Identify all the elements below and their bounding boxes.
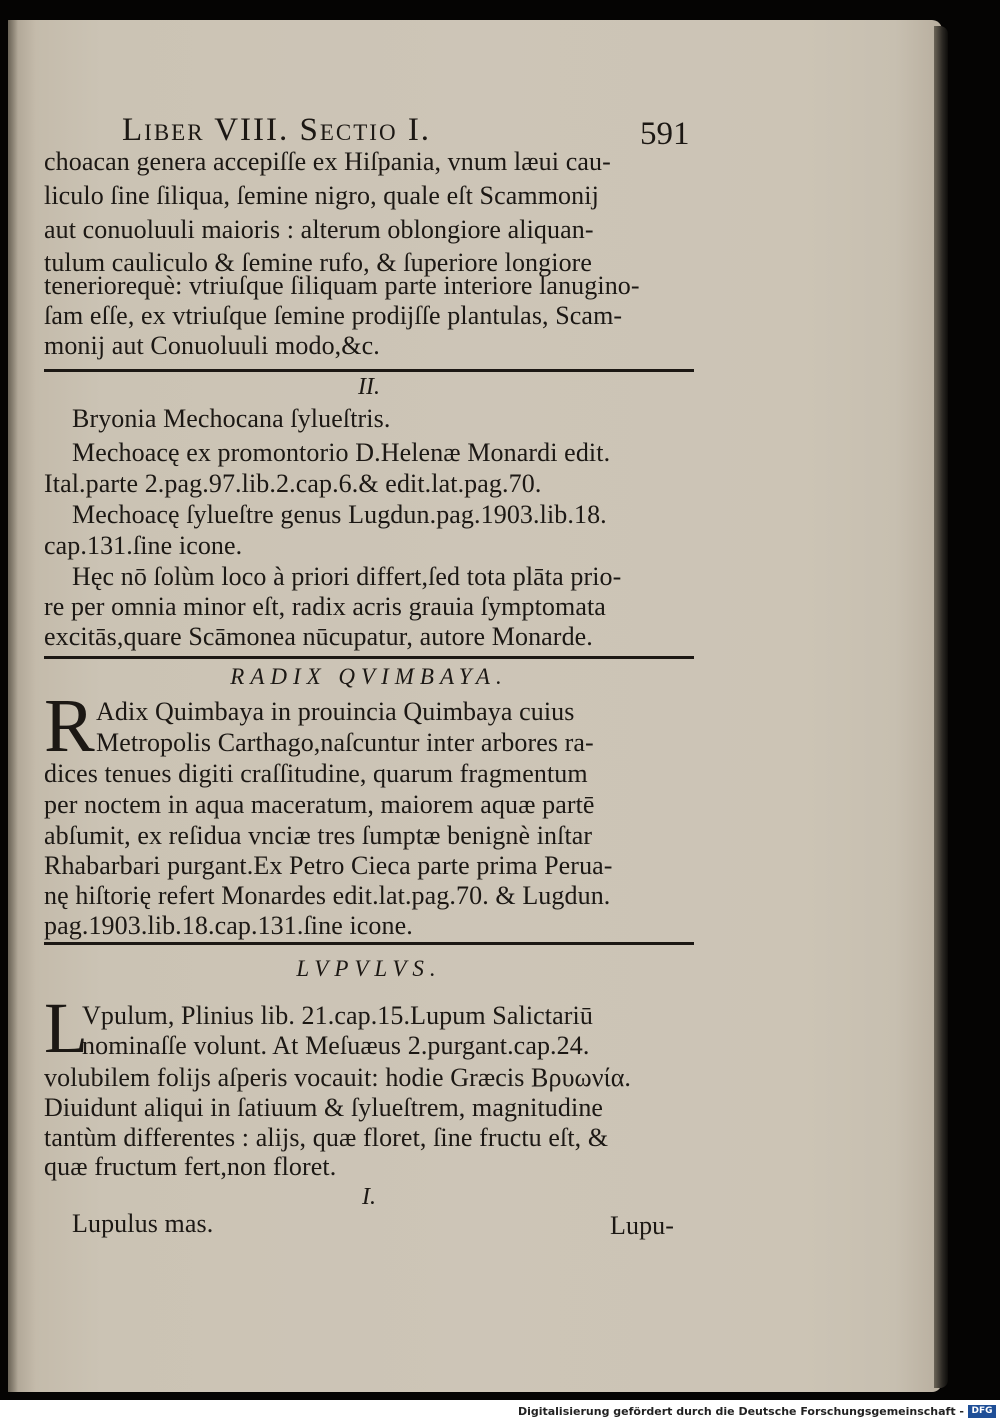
page-number: 591 [640, 116, 690, 152]
text-line: Lupulus mas. [72, 1209, 214, 1238]
text-line: Bryonia Mechocana ſylueſtris. [72, 404, 391, 433]
section-number: I. [362, 1184, 376, 1210]
spine-shadow [8, 20, 18, 1392]
text-line: Ital.parte 2.pag.97.lib.2.cap.6.& edit.lat.pag.70. [44, 469, 542, 498]
text-line: aut conuoluuli maioris : alterum oblongiore aliquan- [44, 215, 594, 244]
drop-cap: L [44, 988, 88, 1068]
text-line: Rhabarbari purgant.Ex Petro Cieca parte prima Perua- [44, 851, 613, 880]
text-line: tulum cauliculo & ſemine rufo, & ſuperiore longiore [44, 248, 593, 277]
text-line: per noctem in aqua maceratum, maiorem aquæ partē [44, 790, 595, 819]
text-line: pag.1903.lib.18.cap.131.ſine icone. [44, 911, 413, 940]
text-line: cap.131.ſine icone. [44, 531, 243, 560]
catchword: Lupu- [610, 1211, 675, 1240]
text-line: nominaſſe volunt. At Meſuæus 2.purgant.cap.24. [82, 1031, 590, 1060]
text-line: Mechoacę ſylueſtre genus Lugdun.pag.1903.lib.18. [72, 500, 607, 529]
text-line: Adix Quimbaya in prouincia Quimbaya cuius [96, 697, 575, 726]
section-rule [44, 656, 694, 659]
text-line: tantùm differentes : alijs, quæ floret, ſine fructu eſt, & [44, 1123, 609, 1152]
text-line: choacan genera accepiſſe ex Hiſpania, vnum læui cau- [44, 147, 611, 176]
section-number: II. [358, 374, 380, 400]
dfg-logo: DFG [968, 1405, 996, 1418]
section-rule [44, 369, 694, 372]
section-heading: LVPVLVS. [296, 956, 442, 981]
text-line: ſam eſſe, ex vtriuſque ſemine prodijſſe plantulas, Scam- [44, 301, 623, 330]
text-line: Vpulum, Plinius lib. 21.cap.15.Lupum Salictariū [82, 1001, 593, 1030]
text-line: nę hiſtorię refert Monardes edit.lat.pag.70. & Lugdun. [44, 881, 611, 910]
text-line: Diuidunt aliqui in ſatiuum & ſylueſtrem, magnitudine [44, 1093, 604, 1122]
text-line: quæ fructum fert,non floret. [44, 1152, 337, 1181]
text-line: volubilem folijs aſperis vocauit: hodie Græcis Βρυωνία. [44, 1063, 632, 1092]
text-line: abſumit, ex reſidua vnciæ tres ſumptæ benignè inſtar [44, 821, 593, 850]
text-line: re per omnia minor eſt, radix acris grauia ſymptomata [44, 592, 606, 621]
running-head: Liber VIII. Sectio I. [122, 112, 432, 148]
section-rule [44, 942, 694, 945]
footer-credit: Digitalisierung gefördert durch die Deutsche Forschungsgemeinschaft - [517, 1405, 964, 1418]
text-line: liculo ſine ſiliqua, ſemine nigro, quale eſt Scammonij [44, 181, 599, 210]
text-line: dices tenues digiti craſſitudine, quarum fragmentum [44, 759, 588, 788]
section-heading: RADIX QVIMBAYA. [230, 664, 508, 689]
text-line: Metropolis Carthago,naſcuntur inter arbores ra- [96, 728, 594, 757]
text-line: excitās,quare Scāmonea nūcupatur, autore Monarde. [44, 622, 593, 651]
text-line: Mechoacę ex promontorio D.Helenæ Monardi edit. [72, 438, 611, 467]
drop-cap: R [44, 684, 95, 768]
page-edge [934, 26, 948, 1388]
text-line: teneriorequè: vtriuſque ſiliquam parte interiore lanugino- [44, 271, 640, 300]
text-line: monij aut Conuoluuli modo,&c. [44, 331, 380, 360]
text-line: Hęc nō ſolùm loco à priori differt,ſed tota plāta prio- [72, 562, 622, 591]
